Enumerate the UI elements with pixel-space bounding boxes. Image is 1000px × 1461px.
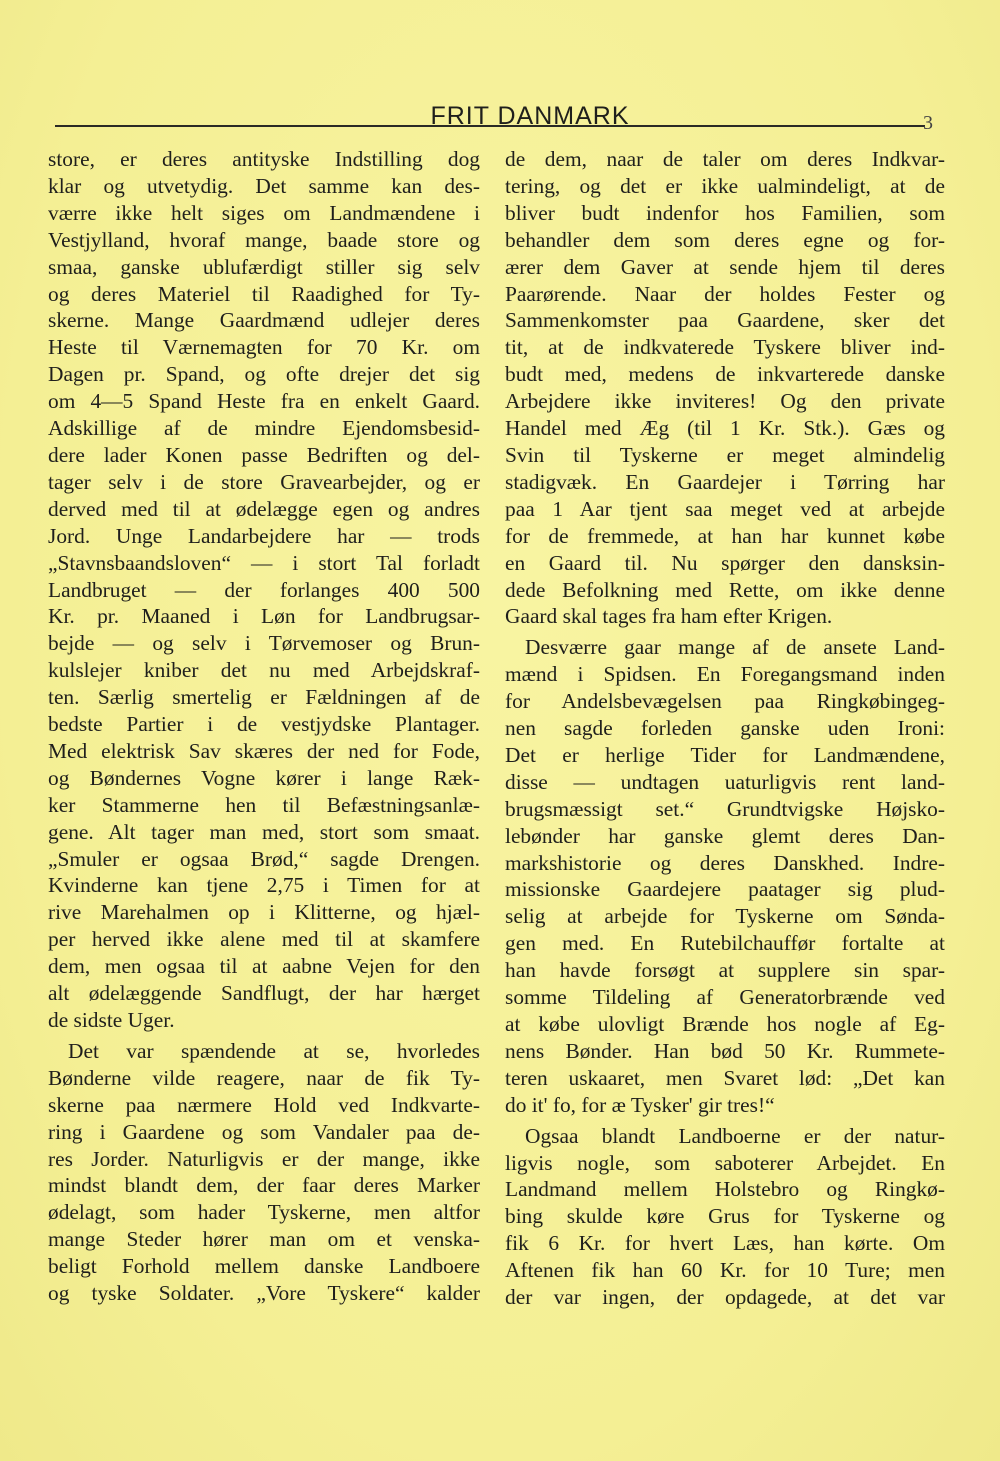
- text-line: han havde forsøgt at supplere sin spar-: [505, 958, 945, 983]
- text-line: bejde — og selv i Tørvemoser og Brun-: [48, 631, 480, 656]
- text-line: Heste til Værnemagten for 70 Kr. om: [48, 335, 480, 360]
- text-line: somme Tildeling af Generatorbrænde ved: [505, 985, 945, 1010]
- text-line: Desværre gaar mange af de ansete Land-: [525, 635, 945, 660]
- text-line: en Gaard til. Nu spørger den dansksin-: [505, 550, 945, 575]
- text-line: klar og utvetydig. Det samme kan des-: [48, 173, 480, 198]
- text-line: Handel med Æg (til 1 Kr. Stk.). Gæs og: [505, 416, 945, 441]
- text-line: Det er herlige Tider for Landmændene,: [505, 742, 945, 767]
- text-line: mænd i Spidsen. En Foregangsmand inden: [505, 662, 945, 687]
- text-line: tager selv i de store Gravearbejder, og er: [48, 469, 480, 494]
- text-line: paa 1 Aar tjent saa meget ved at arbejde: [505, 496, 945, 521]
- text-line: markshistorie og deres Danskhed. Indre-: [505, 850, 945, 875]
- text-line: „Stavnsbaandsloven“ — i stort Tal forladt: [48, 550, 480, 575]
- text-line: de sidste Uger.: [48, 1008, 175, 1032]
- text-line: tering, og det er ikke ualmindeligt, at de: [505, 173, 945, 198]
- text-line: værre ikke helt siges om Landmændene i: [48, 200, 480, 225]
- text-line: ring i Gaardene og som Vandaler paa de-: [48, 1119, 480, 1144]
- text-line: for de fremmede, at han har kunnet købe: [505, 523, 945, 548]
- text-line: ker Stammerne hen til Befæstningsanlæ-: [48, 792, 480, 817]
- text-line: dere lader Konen passe Bedriften og del-: [48, 442, 480, 467]
- text-line: mange Steder hører man om et venska-: [48, 1227, 480, 1252]
- text-line: de dem, naar de taler om deres Indkvar-: [505, 147, 945, 171]
- text-line: Det var spændende at se, hvorledes: [68, 1038, 480, 1063]
- text-line: der var ingen, der opdagede, at det var: [505, 1285, 945, 1310]
- text-line: Bønderne vilde reagere, naar de fik Ty-: [48, 1065, 480, 1090]
- text-line: bedste Partier i de vestjydske Plantager.: [48, 712, 480, 737]
- right-text-column: [505, 146, 945, 1311]
- text-line: beligt Forhold mellem danske Landboere: [48, 1254, 480, 1279]
- text-line: tit, at de indkvaterede Tyskere bliver ind-: [505, 335, 945, 360]
- text-line: „Smuler er ogsaa Brød,“ sagde Drengen.: [48, 846, 480, 871]
- text-line: om 4—5 Spand Heste fra en enkelt Gaard.: [48, 389, 480, 414]
- text-line: Landbruget — der forlanges 400 500: [48, 577, 480, 602]
- text-line: ten. Særlig smertelig er Fældningen af de: [48, 685, 480, 710]
- text-line: nens Bønder. Han bød 50 Kr. Rummete-: [505, 1038, 945, 1063]
- text-line: Paarørende. Naar der holdes Fester og: [505, 281, 945, 306]
- text-line: budt med, medens de inkvarterede danske: [505, 362, 945, 387]
- text-line: derved med til at ødelægge egen og andres: [48, 496, 480, 521]
- page-header: [55, 100, 955, 136]
- text-line: alt ødelæggende Sandflugt, der har hærget: [48, 981, 480, 1006]
- text-line: Vestjylland, hvoraf mange, baade store og: [48, 227, 480, 252]
- text-line: for Andelsbevægelsen paa Ringkøbingeg-: [505, 689, 945, 714]
- text-line: missionske Gaardejere paatager sig plud-: [505, 877, 945, 902]
- text-line: dem, men ogsaa til at aabne Vejen for den: [48, 954, 480, 979]
- text-line: Adskillige af de mindre Ejendomsbesid-: [48, 416, 480, 441]
- text-line: res Jorder. Naturligvis er der mange, ikke: [48, 1146, 480, 1171]
- text-line: Kvinderne kan tjene 2,75 i Timen for at: [48, 873, 480, 898]
- text-line: Gaard skal tages fra ham efter Krigen.: [505, 604, 833, 629]
- text-line: at købe ulovligt Brænde hos nogle af Eg-: [505, 1012, 945, 1036]
- text-line: Aftenen fik han 60 Kr. for 10 Ture; men: [505, 1258, 945, 1283]
- text-line: brugsmæssigt set.“ Grundtvigske Højsko-: [505, 796, 945, 821]
- text-line: stadigvæk. En Gaardejer i Tørring har: [505, 469, 945, 494]
- text-line: behandler dem som deres egne og for-: [505, 227, 945, 252]
- text-line: gen med. En Rutebilchauffør fortalte at: [505, 931, 945, 956]
- text-line: og tyske Soldater. „Vore Tyskere“ kalder: [48, 1281, 480, 1306]
- text-line: skerne. Mange Gaardmænd udlejer deres: [48, 308, 480, 333]
- page-number: 3: [923, 112, 933, 134]
- text-line: selig at arbejde for Tyskerne om Sønda-: [505, 904, 945, 929]
- text-line: kulslejer kniber det nu med Arbejdskraf-: [48, 658, 480, 683]
- text-line: ærer dem Gaver at sende hjem til deres: [505, 254, 945, 279]
- header-divider: [55, 125, 925, 127]
- text-line: skerne paa nærmere Hold ved Indkvarte-: [48, 1092, 480, 1117]
- text-line: Ogsaa blandt Landboerne er der natur-: [525, 1123, 945, 1148]
- text-line: dede Befolkning med Rette, om ikke denne: [505, 577, 945, 602]
- text-line: rive Marehalmen op i Klitterne, og hjæl-: [48, 900, 480, 925]
- text-line: bing skulde køre Grus for Tyskerne og: [505, 1204, 945, 1229]
- text-line: Sammenkomster paa Gaardene, sker det: [505, 308, 945, 333]
- text-line: og deres Materiel til Raadighed for Ty-: [48, 281, 480, 306]
- text-line: do it' fo, for æ Tysker' gir tres!“: [505, 1092, 775, 1117]
- page-title: FRIT DANMARK: [430, 102, 630, 130]
- text-line: ødelagt, som hader Tyskerne, men altfor: [48, 1200, 480, 1225]
- text-line: Landmand mellem Holstebro og Ringkø-: [505, 1177, 945, 1202]
- text-line: fik 6 Kr. for hvert Læs, han kørte. Om: [505, 1231, 945, 1256]
- text-line: nen sagde forleden ganske uden Ironi:: [505, 716, 945, 741]
- text-line: gene. Alt tager man med, stort som smaat.: [48, 819, 480, 844]
- text-line: teren uskaaret, men Svaret lød: „Det kan: [505, 1065, 945, 1090]
- text-line: Jord. Unge Landarbejdere har — trods: [48, 523, 480, 548]
- text-line: Med elektrisk Sav skæres der ned for Fode,: [48, 738, 480, 763]
- text-line: lebønder har ganske glemt deres Dan-: [505, 823, 945, 848]
- text-line: Arbejdere ikke inviteres! Og den private: [505, 389, 945, 414]
- text-line: per herved ikke alene med til at skamfere: [48, 927, 480, 952]
- text-line: Dagen pr. Spand, og ofte drejer det sig: [48, 362, 480, 387]
- text-line: store, er deres antityske Indstilling dog: [48, 147, 480, 171]
- text-line: disse — undtagen uaturligvis rent land-: [505, 769, 945, 794]
- text-line: ligvis nogle, som saboterer Arbejdet. En: [505, 1150, 945, 1175]
- text-line: smaa, ganske ublufærdigt stiller sig selv: [48, 254, 480, 279]
- text-line: Svin til Tyskerne er meget almindelig: [505, 442, 945, 467]
- text-line: mindst blandt dem, der faar deres Marker: [48, 1173, 480, 1198]
- left-text-column: [48, 146, 480, 1307]
- text-line: bliver budt indenfor hos Familien, som: [505, 200, 945, 225]
- text-line: og Bøndernes Vogne kører i lange Ræk-: [48, 765, 480, 790]
- text-line: Kr. pr. Maaned i Løn for Landbrugsar-: [48, 604, 480, 629]
